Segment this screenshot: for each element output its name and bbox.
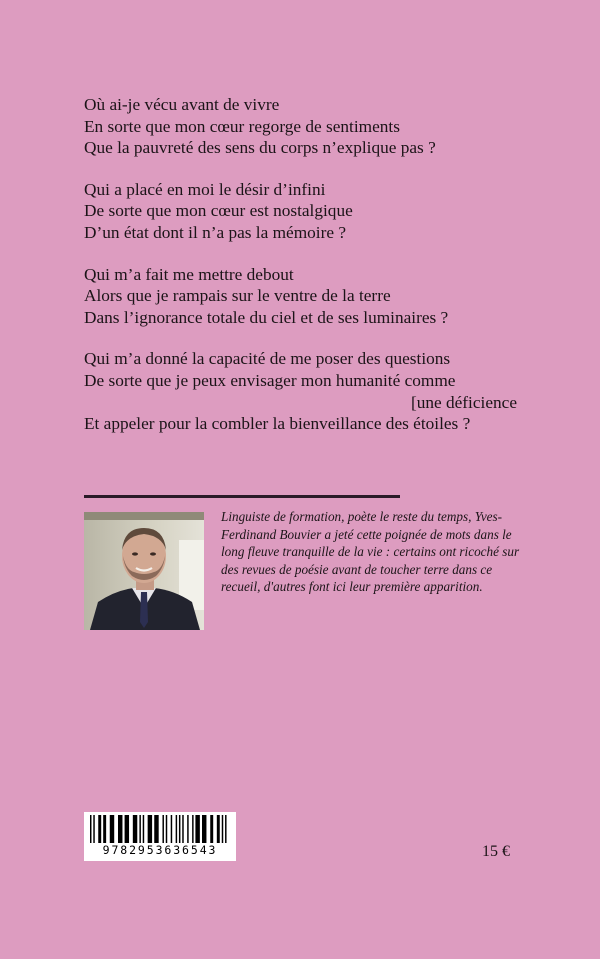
barcode-bar (148, 815, 152, 843)
barcode-bar (103, 815, 106, 843)
poem-line: D’un état dont il n’a pas la mémoire ? (84, 222, 347, 242)
barcode-bar (171, 815, 172, 843)
poem-line: Et appeler pour la combler la bienveillance des étoiles ? (84, 414, 471, 434)
barcode-bar (110, 815, 114, 843)
barcode-bar (192, 815, 193, 843)
poem-line: En sorte que mon cœur regorge de sentiments (84, 116, 400, 136)
poem-line-overflow: [une déficience (410, 392, 517, 412)
stanza-4 (84, 348, 544, 434)
barcode-bar (195, 815, 199, 843)
barcode-bar (139, 815, 140, 843)
poem-line: Qui a placé en moi le désir d’infini (84, 179, 326, 199)
barcode-bar (187, 815, 188, 843)
barcode-bar (133, 815, 137, 843)
author-photo (84, 512, 204, 630)
barcode-bar (179, 815, 180, 843)
divider-rule (84, 495, 400, 498)
poem-line: Que la pauvreté des sens du corps n’explique pas ? (84, 138, 436, 158)
poem-line: De sorte que mon cœur est nostalgique (84, 201, 353, 221)
poem (84, 94, 544, 455)
barcode-bar (98, 815, 101, 843)
barcode-bar (210, 815, 213, 843)
poem-line: Alors que je rampais sur le ventre de la terre (84, 286, 391, 306)
barcode-bar (154, 815, 158, 843)
price: 15 € (482, 843, 510, 860)
barcode-bar (176, 815, 177, 843)
poem-line: De sorte que je peux envisager mon humanité comme (84, 370, 456, 390)
poem-line: Dans l’ignorance totale du ciel et de ses luminaires ? (84, 307, 449, 327)
barcode-bar (143, 815, 144, 843)
poem-line: Où ai-je vécu avant de vivre (84, 95, 280, 114)
stanza-3 (84, 264, 544, 329)
barcode-bar (182, 815, 183, 843)
poem-line: Qui m’a donné la capacité de me poser des questions (84, 349, 451, 369)
barcode-bar (166, 815, 167, 843)
barcode-bar (90, 815, 91, 843)
author-bio: Linguiste de formation, poète le reste du temps, Yves-Ferdinand Bouvier a jeté cette poignée de mots dans le long fleuve tranquille de la vie : certains ont ricoché sur des revues de poésie avant de toucher terre dans ce recueil, d'autres font ici leur première apparition. (221, 509, 520, 595)
isbn-digits: 9782953636543 (84, 843, 236, 858)
stanza-1 (84, 94, 544, 159)
barcode-bar (125, 815, 129, 843)
barcode-bar (118, 815, 122, 843)
barcode-bar (222, 815, 223, 843)
barcode-bar (217, 815, 220, 843)
isbn-barcode (84, 812, 236, 861)
barcode-bar (225, 815, 226, 843)
barcode-bar (202, 815, 206, 843)
stanza-2 (84, 179, 544, 244)
barcode-bar (93, 815, 94, 843)
barcode-bar (162, 815, 163, 843)
poem-line: Qui m’a fait me mettre debout (84, 264, 294, 284)
